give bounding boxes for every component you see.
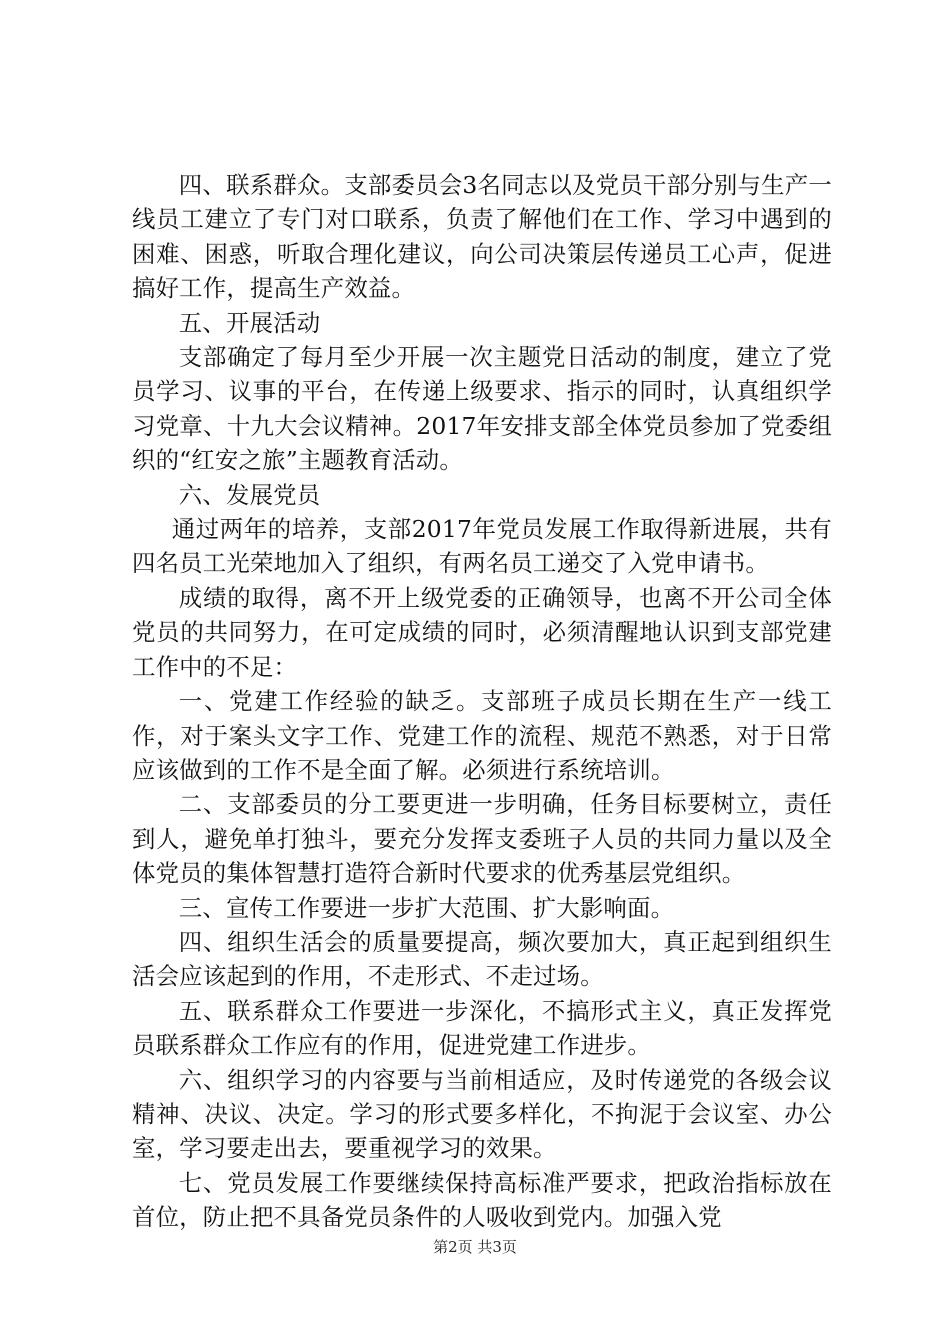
- heading-activities: 五、开展活动: [178, 308, 321, 337]
- heading-develop-members: 六、发展党员: [178, 480, 321, 509]
- paragraph-contact-masses: 四、联系群众。支部委员会3名同志以及党员干部分别与生产一线员工建立了专门对口联系，负责了解他们在工作、学习中遇到的困难、困惑，听取合理化建议，向公司决策层传递员工心声，促进搞好工作，提高生产效益。: [132, 171, 832, 303]
- paragraph-shortcoming-3: 三、宣传工作要进一步扩大范围、扩大影响面。: [178, 893, 675, 922]
- paragraph-activities: 支部确定了每月至少开展一次主题党日活动的制度，建立了党员学习、议事的平台，在传递上级要求、指示的同时，认真组织学习党章、十九大会议精神。2017年安排支部全体党员参加了党委组织的“红安之旅”主题教育活动。: [132, 343, 832, 475]
- paragraph-shortcoming-6: 六、组织学习的内容要与当前相适应，及时传递党的各级会议精神、决议、决定。学习的形式要多样化，不拘泥于会议室、办公室，学习要走出去，要重视学习的效果。: [132, 1065, 832, 1163]
- paragraph-shortcoming-7: 七、党员发展工作要继续保持高标准严要求，把政治指标放在首位，防止把不具备党员条件的人吸收到党内。加强入党: [132, 1168, 832, 1232]
- paragraph-shortcoming-5: 五、联系群众工作要进一步深化，不搞形式主义，真正发挥党员联系群众工作应有的作用，促进党建工作进步。: [132, 996, 832, 1060]
- paragraph-shortcoming-1: 一、党建工作经验的缺乏。支部班子成员长期在生产一线工作，对于案头文字工作、党建工作的流程、规范不熟悉，对于日常应该做到的工作不是全面了解。必须进行系统培训。: [132, 687, 832, 784]
- paragraph-develop-members: 通过两年的培养，支部2017年党员发展工作取得新进展，共有四名员工光荣地加入了组织，有两名员工递交了入党申请书。: [132, 515, 832, 578]
- paragraph-shortcoming-4: 四、组织生活会的质量要提高，频次要加大，真正起到组织生活会应该起到的作用，不走形式、不走过场。: [132, 927, 832, 991]
- page-number-footer: 第2页 共3页: [433, 1238, 517, 1256]
- document-body: [132, 168, 832, 1235]
- paragraph-shortcoming-2: 二、支部委员的分工要更进一步明确，任务目标要树立，责任到人，避免单打独斗，要充分发挥支委班子人员的共同力量以及全体党员的集体智慧打造符合新时代要求的优秀基层党组织。: [132, 790, 832, 888]
- paragraph-achievements: 成绩的取得，离不开上级党委的正确领导，也离不开公司全体党员的共同努力，在可定成绩的同时，必须清醒地认识到支部党建工作中的不足：: [132, 583, 832, 681]
